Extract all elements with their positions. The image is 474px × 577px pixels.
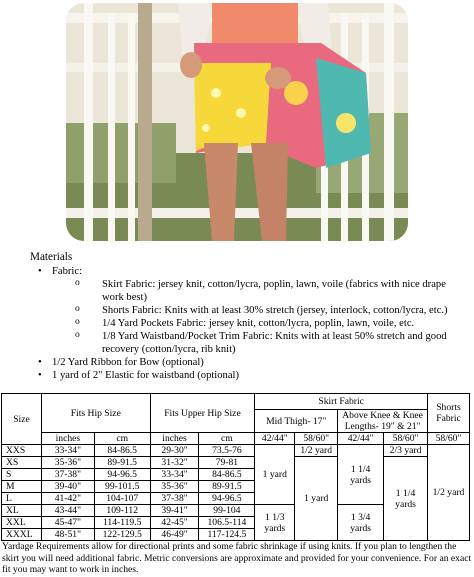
photo-illustration <box>66 3 408 241</box>
yardage-note: Yardage Requirements allow for directional prints and some fabric shrinkage if using knits. If you plan to lengthen the skirt you will need additional fabric. Metric conversions are approximate and provided for your convenience. For an exact fit you may want to work in inches. <box>2 541 472 575</box>
hip-inches: 43-44" <box>41 505 94 517</box>
size-label: L <box>2 493 42 505</box>
upper-hip-inches: 39-41" <box>150 505 199 517</box>
mid-thigh-58-rest: 1 yard <box>295 457 338 541</box>
materials-heading: Materials <box>30 251 73 263</box>
header-skirt-fabric: Skirt Fabric <box>255 394 428 410</box>
size-label: XL <box>2 505 42 517</box>
mid-thigh-42-large: 1 1/3 yards <box>255 505 295 541</box>
shorts-fabric-all: 1/2 yard <box>427 445 469 541</box>
size-label: M <box>2 481 42 493</box>
mid-thigh-42-small: 1 yard <box>255 445 295 505</box>
hip-cm: 99-101.5 <box>94 481 150 493</box>
mid-thigh-58-xxs: 1/2 yard <box>295 445 338 457</box>
size-label: XXL <box>2 517 42 529</box>
hip-inches: 35-36" <box>41 457 94 469</box>
header-size: Size <box>2 394 42 445</box>
hip-cm: 104-107 <box>94 493 150 505</box>
upper-hip-inches: 42-45" <box>150 517 199 529</box>
header-hip: Fits Hip Size <box>41 394 150 433</box>
upper-hip-inches: 31-32" <box>150 457 199 469</box>
unit-inches: inches <box>150 433 199 445</box>
knee-42-small: 1 1/4 yards <box>338 445 384 505</box>
upper-hip-cm: 117-124.5 <box>199 529 255 541</box>
hip-inches: 37-38" <box>41 469 94 481</box>
upper-hip-cm: 89-91.5 <box>199 481 255 493</box>
upper-hip-cm: 94-96.5 <box>199 493 255 505</box>
header-shorts-fabric: Shorts Fabric <box>427 394 469 433</box>
materials-section <box>30 251 460 382</box>
upper-hip-inches: 29-30" <box>150 445 199 457</box>
list-item: o Shorts Fabric: Knits with at least 30% stretch (jersey, interlock, cotton/lycra, etc.) <box>75 304 460 317</box>
upper-hip-cm: 99-104 <box>199 505 255 517</box>
upper-hip-cm: 79-81 <box>199 457 255 469</box>
upper-hip-cm: 84-86.5 <box>199 469 255 481</box>
hip-cm: 89-91.5 <box>94 457 150 469</box>
header-mid-thigh: Mid Thigh- 17" <box>255 410 338 433</box>
hip-cm: 94-96.5 <box>94 469 150 481</box>
upper-hip-inches: 35-36" <box>150 481 199 493</box>
hip-inches: 45-47" <box>41 517 94 529</box>
hip-cm: 122-129.5 <box>94 529 150 541</box>
hip-cm: 114-119.5 <box>94 517 150 529</box>
size-chart-table <box>1 393 470 541</box>
header-knee: Above Knee & Knee Lengths- 19" & 21" <box>338 410 428 433</box>
upper-hip-inches: 37-38" <box>150 493 199 505</box>
width-58: 58/60" <box>295 433 338 445</box>
hip-inches: 48-51" <box>41 529 94 541</box>
list-item: • 1/2 Yard Ribbon for Bow (optional) <box>30 356 460 369</box>
list-item: o 1/8 Yard Waistband/Pocket Trim Fabric: Knits with at least 50% stretch and good recovery (cotton/lycra, rib knit) <box>75 330 460 356</box>
model-photo <box>66 3 408 241</box>
width-58: 58/60" <box>427 433 469 445</box>
size-label: XXS <box>2 445 42 457</box>
unit-cm: cm <box>94 433 150 445</box>
unit-inches: inches <box>41 433 94 445</box>
hip-inches: 39-40" <box>41 481 94 493</box>
materials-list <box>30 265 460 382</box>
width-42: 42/44" <box>338 433 384 445</box>
hip-cm: 84-86.5 <box>94 445 150 457</box>
upper-hip-inches: 46-49" <box>150 529 199 541</box>
size-label: XS <box>2 457 42 469</box>
hip-inches: 41-42" <box>41 493 94 505</box>
upper-hip-cm: 73.5-76 <box>199 445 255 457</box>
knee-42-large: 1 3/4 yards <box>338 505 384 541</box>
header-upper-hip: Fits Upper Hip Size <box>150 394 255 433</box>
list-item: o 1/4 Yard Pockets Fabric: jersey knit, cotton/lycra, poplin, lawn, voile, etc. <box>75 317 460 330</box>
unit-cm: cm <box>199 433 255 445</box>
width-58: 58/60" <box>384 433 428 445</box>
knee-58-xxs: 2/3 yard <box>384 445 428 457</box>
fabric-label: Fabric: <box>52 266 83 277</box>
list-item <box>30 265 460 356</box>
fabric-sublist <box>52 278 460 356</box>
upper-hip-inches: 33-34" <box>150 469 199 481</box>
upper-hip-cm: 106.5-114 <box>199 517 255 529</box>
size-label: XXXL <box>2 529 42 541</box>
list-item: o Skirt Fabric: jersey knit, cotton/lycra, poplin, lawn, voile (fabrics with nice drape work best) <box>75 278 460 304</box>
hip-cm: 109-112 <box>94 505 150 517</box>
knee-58-rest: 1 1/4 yards <box>384 457 428 541</box>
list-item: • 1 yard of 2" Elastic for waistband (optional) <box>30 369 460 382</box>
width-42: 42/44" <box>255 433 295 445</box>
size-label: S <box>2 469 42 481</box>
hip-inches: 33-34" <box>41 445 94 457</box>
